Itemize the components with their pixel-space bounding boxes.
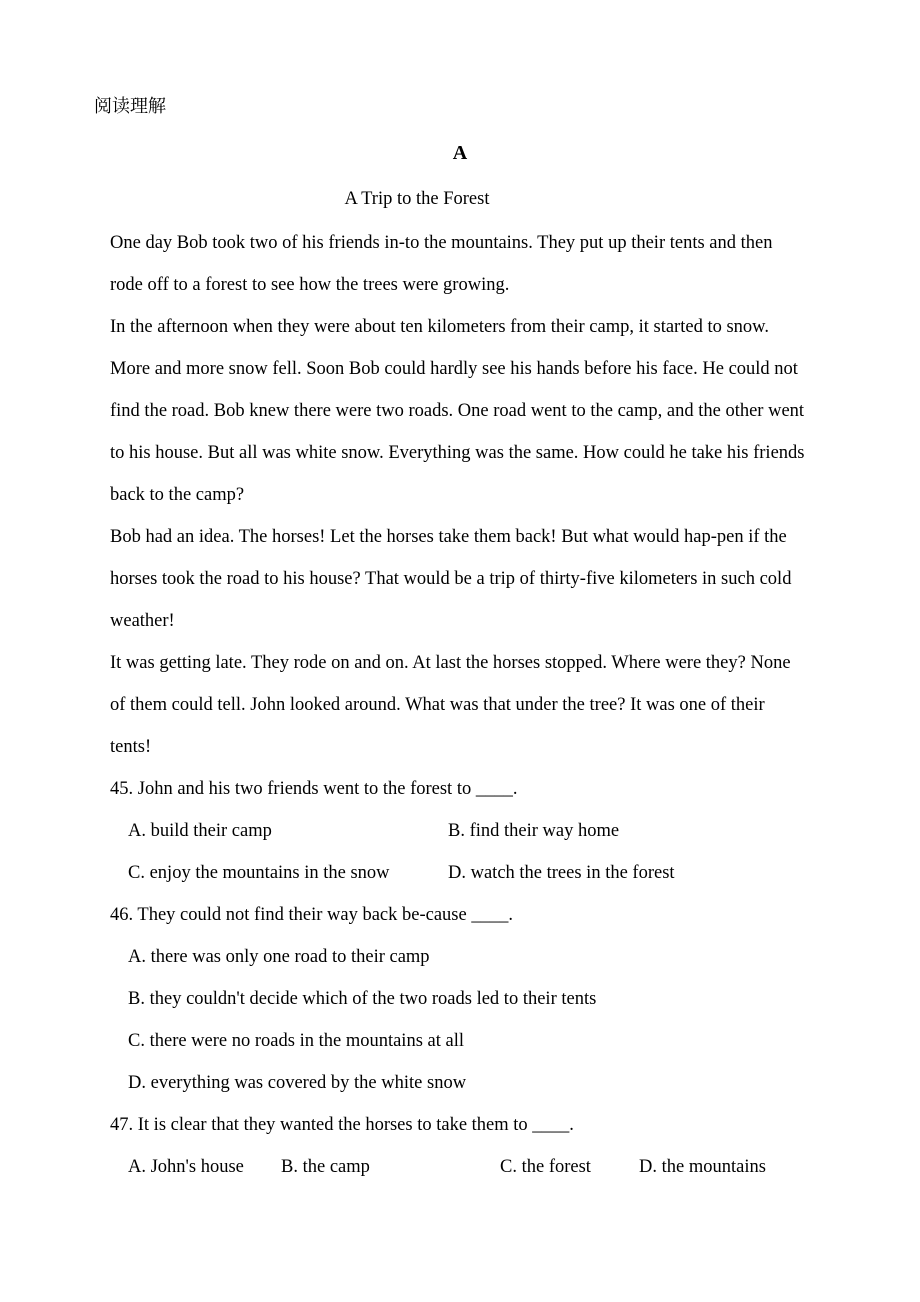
question-45-option-d: D. watch the trees in the forest: [448, 863, 675, 883]
question-46-stem: 46. They could not find their way back be-cause ____.: [110, 905, 513, 925]
passage-title: A Trip to the Forest: [344, 189, 490, 209]
question-46-option-c: C. there were no roads in the mountains at all: [128, 1031, 464, 1051]
question-47-option-a: A. John's house: [128, 1157, 244, 1177]
passage-line: weather!: [110, 611, 175, 631]
question-47-option-d: D. the mountains: [639, 1157, 766, 1177]
passage-line: of them could tell. John looked around. What was that under the tree? It was one of their: [110, 695, 765, 715]
question-46-option-b: B. they couldn't decide which of the two roads led to their tents: [128, 989, 597, 1009]
passage-line: It was getting late. They rode on and on. At last the horses stopped. Where were they? None: [110, 653, 791, 673]
question-46-option-a: A. there was only one road to their camp: [128, 947, 430, 967]
passage-line: horses took the road to his house? That would be a trip of thirty-five kilometers in such cold: [110, 569, 792, 589]
question-45-options-row-1: [110, 810, 810, 852]
passage-line: More and more snow fell. Soon Bob could hardly see his hands before his face. He could not: [110, 359, 798, 379]
passage-line: In the afternoon when they were about ten kilometers from their camp, it started to snow.: [110, 317, 769, 337]
passage-line: One day Bob took two of his friends in-to the mountains. They put up their tents and then: [110, 233, 773, 253]
question-45-stem: 45. John and his two friends went to the forest to ____.: [110, 779, 518, 799]
question-47-option-b: B. the camp: [281, 1157, 370, 1177]
passage-line: find the road. Bob knew there were two roads. One road went to the camp, and the other went: [110, 401, 805, 421]
question-45-option-c: C. enjoy the mountains in the snow: [128, 863, 390, 883]
passage-line: tents!: [110, 737, 152, 757]
passage-heading-letter: A: [452, 142, 468, 164]
question-45-option-b: B. find their way home: [448, 821, 620, 841]
question-47-options-row: [110, 1146, 810, 1188]
question-47-stem: 47. It is clear that they wanted the horses to take them to ____.: [110, 1115, 574, 1135]
passage-line: rode off to a forest to see how the trees were growing.: [110, 275, 510, 295]
question-47-option-c: C. the forest: [500, 1157, 591, 1177]
passage-line: to his house. But all was white snow. Everything was the same. How could he take his friends: [110, 443, 805, 463]
question-46-option-d: D. everything was covered by the white snow: [128, 1073, 467, 1093]
passage-line: Bob had an idea. The horses! Let the horses take them back! But what would hap-pen if the: [110, 527, 787, 547]
passage-line: back to the camp?: [110, 485, 245, 505]
question-45-options-row-2: [110, 852, 810, 894]
section-label: 阅读理解: [94, 96, 166, 116]
question-45-option-a: A. build their camp: [128, 821, 272, 841]
passage-and-questions: [110, 222, 810, 1188]
